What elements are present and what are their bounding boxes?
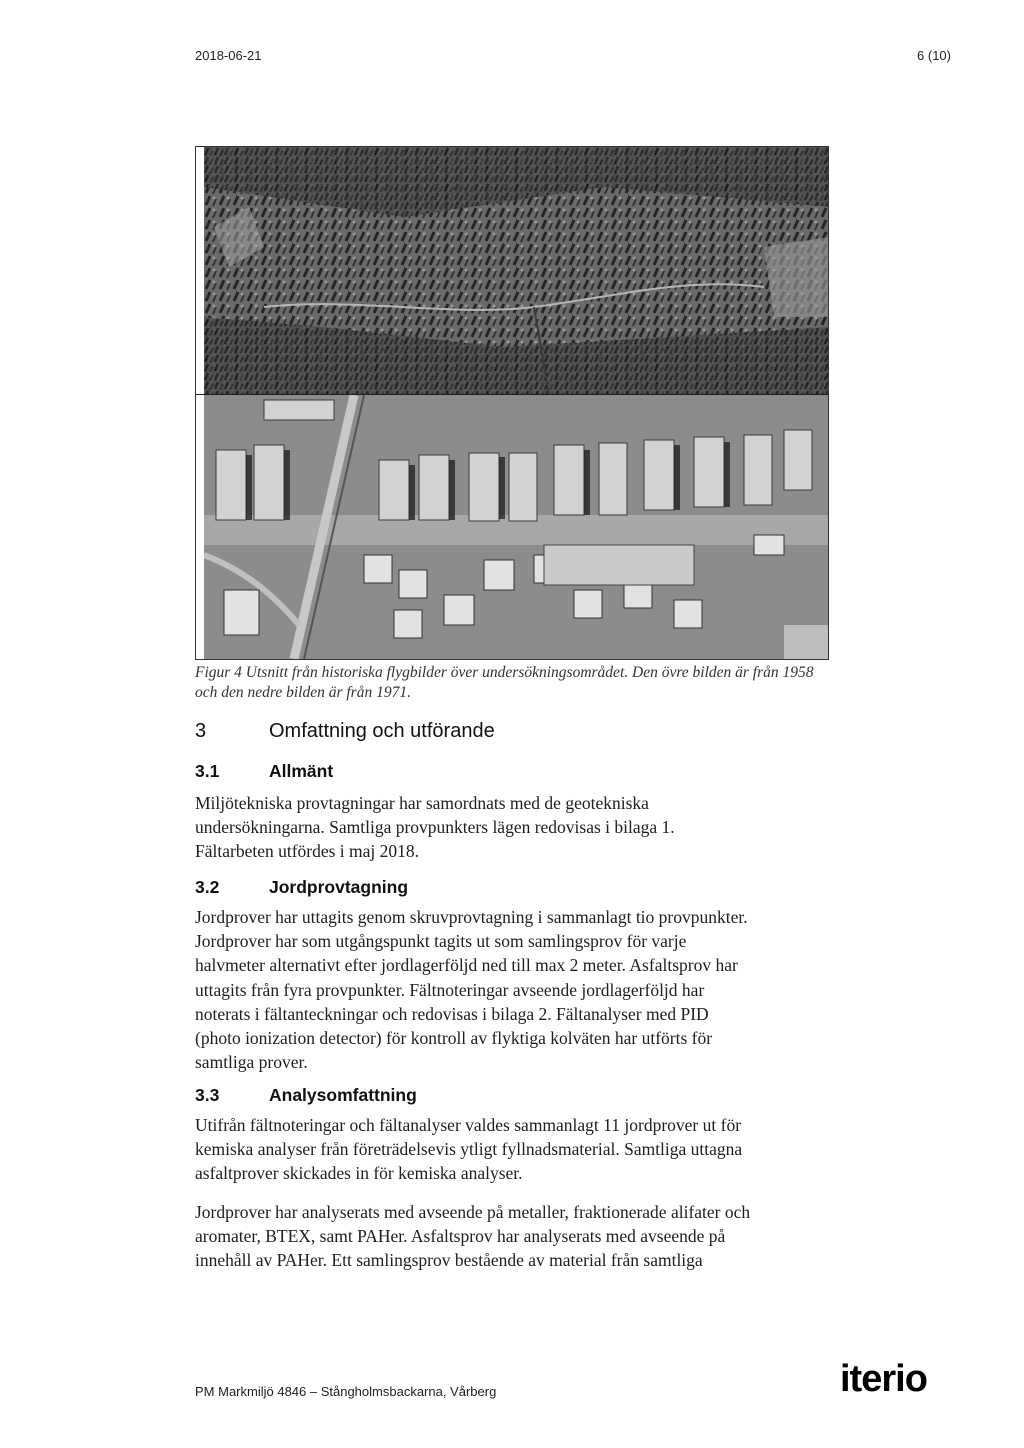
text-line: samtliga prover. — [195, 1052, 308, 1073]
text-line: (photo ionization detector) för kontroll av flyktiga kolväten har utförts för — [195, 1028, 713, 1049]
paragraph — [195, 1113, 845, 1186]
text-line: Fältarbeten utfördes i maj 2018. — [195, 841, 420, 862]
aerial-photo-1958 — [204, 147, 828, 394]
text-line: Jordprover har analyserats med avseende på metaller, fraktionerade alifater och — [195, 1202, 751, 1222]
text-line: asfaltprover skickades in för kemiska analyser. — [195, 1163, 523, 1184]
caption-line: och den nedre bilden är från 1971. — [195, 684, 411, 701]
footer-document-title: PM Markmiljö 4846 – Stångholmsbackarna, Vårberg — [195, 1384, 497, 1399]
header-page-number: 6 (10) — [917, 48, 951, 63]
subsection-title: Jordprovtagning — [269, 877, 409, 897]
header-date: 2018-06-21 — [195, 48, 262, 63]
section-heading — [195, 720, 495, 743]
subsection-heading — [195, 877, 408, 898]
section-number: 3 — [195, 720, 207, 742]
text-line: uttagits från fyra provpunkter. Fältnoteringar avseende jordlagerföljd har — [195, 979, 705, 1000]
subsection-heading — [195, 1085, 417, 1106]
text-line: Miljötekniska provtagningar har samordnats med de geotekniska — [195, 793, 649, 813]
subsection-title: Allmänt — [269, 761, 334, 781]
aerial-photo-1971 — [204, 395, 828, 659]
aerial-photo-figure — [195, 146, 829, 660]
section-title: Omfattning och utförande — [269, 720, 495, 742]
text-line: Utifrån fältnoteringar och fältanalyser valdes sammanlagt 11 jordprover ut för — [195, 1115, 742, 1135]
subsection-number: 3.2 — [195, 877, 220, 897]
text-line: kemiska analyser från företrädelsevis ytligt fyllnadsmaterial. Samtliga uttagna — [195, 1139, 743, 1160]
paragraph — [195, 791, 845, 864]
subsection-number: 3.1 — [195, 761, 220, 781]
text-line: halvmeter alternativt efter jordlagerföljd ned till max 2 meter. Asfaltsprov har — [195, 955, 738, 976]
subsection-heading — [195, 761, 333, 782]
text-line: innehåll av PAHer. Ett samlingsprov bestående av material från samtliga — [195, 1250, 703, 1271]
subsection-number: 3.3 — [195, 1085, 220, 1105]
paragraph — [195, 1200, 845, 1273]
text-line: undersökningarna. Samtliga provpunkters lägen redovisas i bilaga 1. — [195, 817, 675, 838]
caption-line: Figur 4 Utsnitt från historiska flygbilder över undersökningsområdet. Den övre bilden är från 1958 — [195, 664, 814, 681]
iterio-logo: iterio — [840, 1358, 927, 1400]
figure-caption — [195, 663, 835, 703]
text-line: Jordprover har uttagits genom skruvprovtagning i sammanlagt tio provpunkter. — [195, 907, 748, 927]
text-line: Jordprover har som utgångspunkt tagits ut som samlingsprov för varje — [195, 931, 687, 952]
subsection-title: Analysomfattning — [269, 1085, 417, 1105]
text-line: noterats i fältanteckningar och redovisas i bilaga 2. Fältanalyser med PID — [195, 1003, 709, 1024]
paragraph — [195, 905, 845, 1074]
text-line: aromater, BTEX, samt PAHer. Asfaltsprov har analyserats med avseende på — [195, 1226, 726, 1247]
